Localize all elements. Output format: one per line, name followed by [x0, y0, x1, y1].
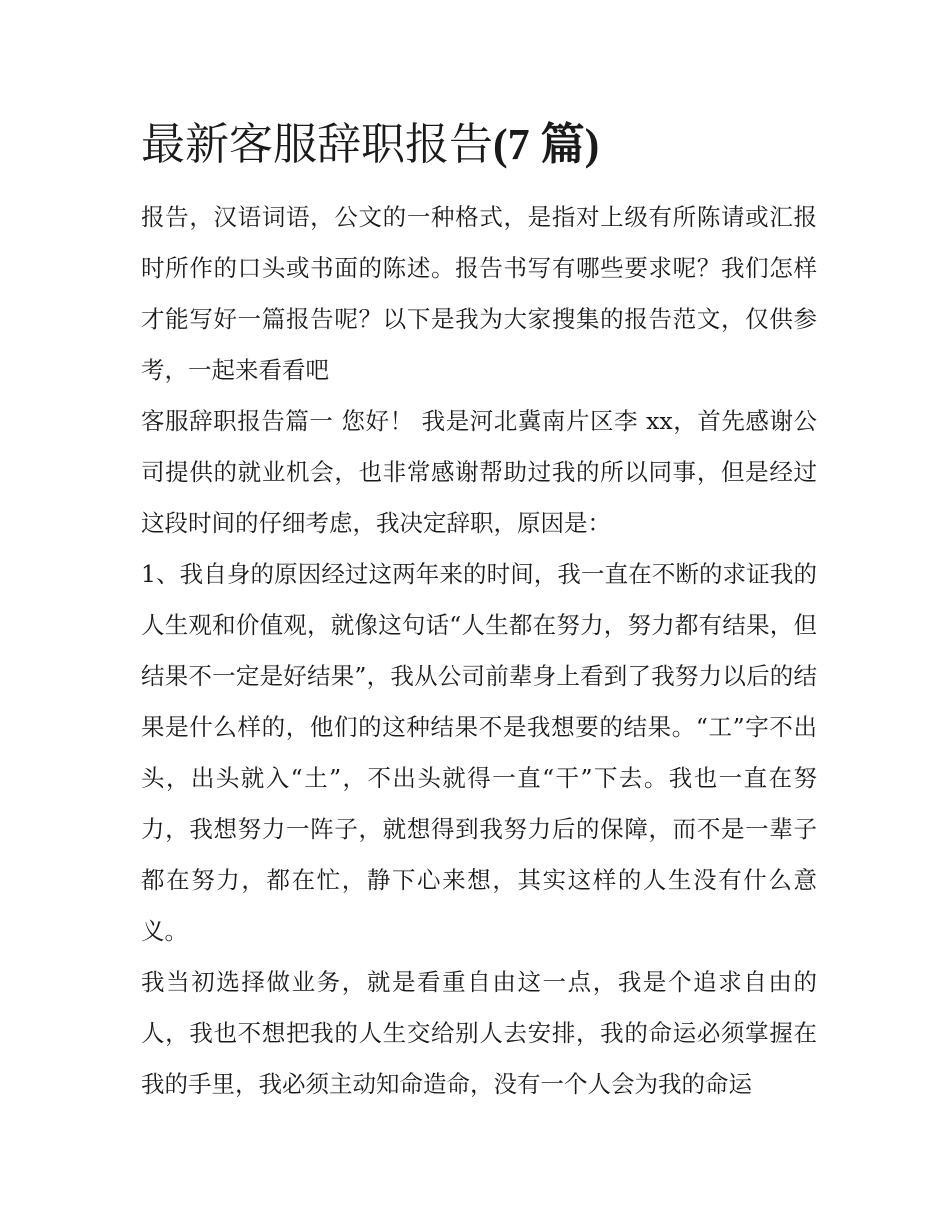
document-body	[141, 112, 817, 1110]
title-spacer	[141, 178, 817, 192]
title-count: (7 篇)	[493, 120, 600, 169]
paragraph-intro: 报告，汉语词语，公文的一种格式，是指对上级有所陈请或汇报时所作的口头或书面的陈述。报告书写有哪些要求呢？我们怎样才能写好一篇报告呢？以下是我为大家搜集的报告范文，仅供参考，一起来看看吧	[141, 203, 817, 384]
document-title	[141, 112, 817, 178]
title-main: 最新客服辞职报告	[141, 119, 493, 170]
paragraph-reason-1: 1、我自身的原因经过这两年来的时间，我一直在不断的求证我的人生观和价值观，就像这句话“人生都在努力，努力都有结果，但结果不一定是好结果”，我从公司前辈身上看到了我努力以后的结果是什么样的，他们的这种结果不是我想要的结果。“工”字不出头，出头就入“土”，不出头就得一直“干”下去。我也一直在努力，我想努力一阵子，就想得到我努力后的保障，而不是一辈子都在努力，都在忙，静下心来想，其实这样的人生没有什么意义。	[141, 560, 817, 945]
paragraph-freedom: 我当初选择做业务，就是看重自由这一点，我是个追求自由的人，我也不想把我的人生交给别人去安排，我的命运必须掌握在我的手里，我必须主动知命造命，没有一个人会为我的命运	[141, 968, 817, 1098]
paragraph-greeting: 客服辞职报告篇一 您好！ 我是河北冀南片区李 xx，首先感谢公司提供的就业机会，也非常感谢帮助过我的所以同事，但是经过这段时间的仔细考虑，我决定辞职，原因是：	[141, 407, 817, 537]
